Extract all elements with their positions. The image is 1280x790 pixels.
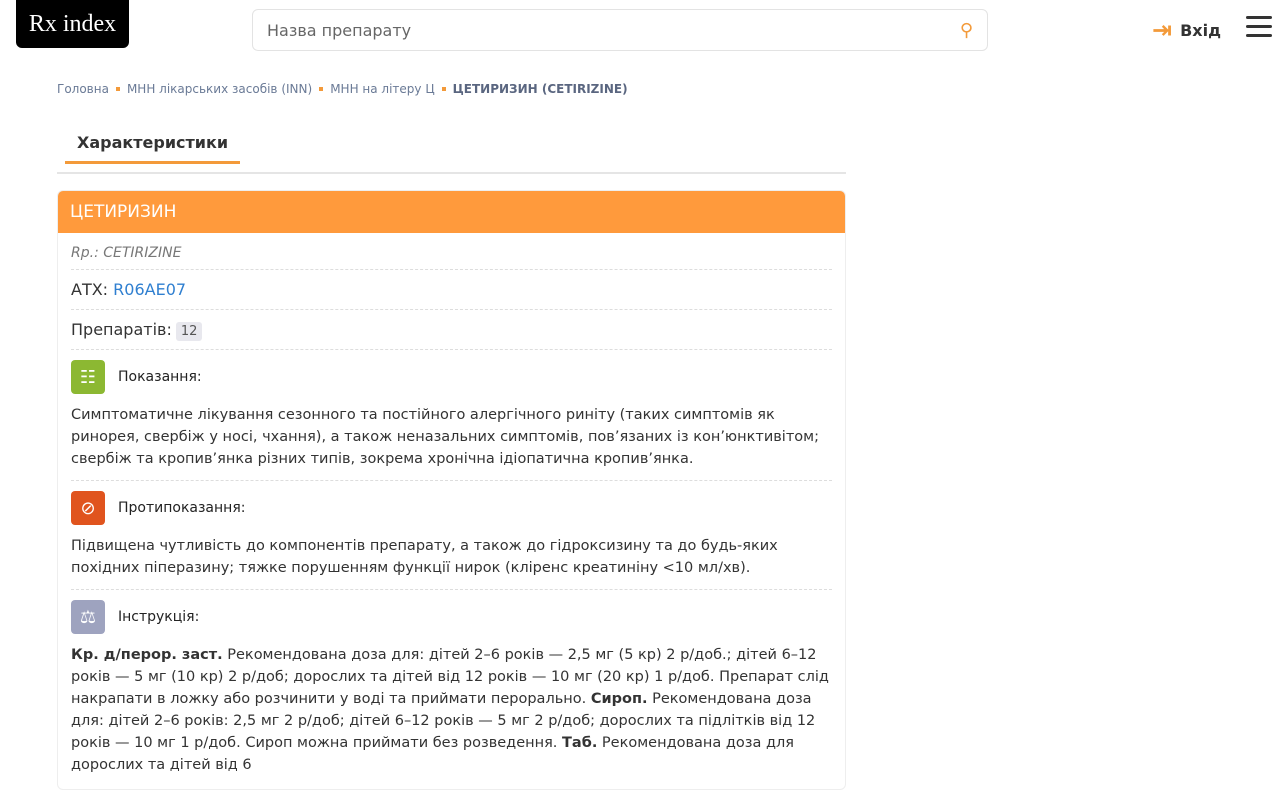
no-medicine-icon: ⊘ [71, 491, 105, 525]
atx-row [71, 270, 832, 310]
dosage-text: Рекомендована доза для: дітей 2–6 років — 2,5 мг (5 кр) 2 р/доб.; дітей 6–12 років — 5 мг (10 кр) 2 р/доб; дорослих та дітей від 12 років — 10 мг (20 кр) 1 р/доб. Препарат слід накрапати в ложку або розчинити у воді та приймати перорально. [71, 647, 829, 707]
login-icon: ⇥ [1152, 16, 1173, 44]
dosage-form-label: Таб. [562, 735, 598, 751]
dosage-text: Рекомендована доза для дорослих та дітей від 6 [71, 735, 794, 773]
dosage-form-label: Сироп. [590, 691, 648, 707]
breadcrumb-letter[interactable]: МНН на літеру Ц [330, 82, 435, 96]
card-title: ЦЕТИРИЗИН [58, 191, 845, 233]
scales-icon: ⚖ [71, 600, 105, 634]
breadcrumb-home[interactable]: Головна [57, 82, 109, 96]
atx-link[interactable]: R06AE07 [113, 280, 187, 299]
breadcrumb-inn[interactable]: МНН лікарських засобів (INN) [126, 82, 313, 96]
dosage-text: Рекомендована доза для: дітей 2–6 років: 2,5 мг 2 р/доб; дітей 6–12 років — 5 мг 2 р/доб; дорослих та підлітків від 12 років — 10 мг 1 р/доб. Сироп можна приймати без розведення. [71, 691, 816, 751]
tab-characteristics[interactable]: Характеристики [65, 128, 240, 164]
section-contraindications [71, 481, 832, 590]
section-text: Симптоматичне лікування сезонного та постійного алергічного риніту (таких симптомів як ринорея, свербіж у носі, чхання), а також неназальних симптомів, пов’язаних із кон’юнктивітом; свербіж та кропив’янка різних типів, зокрема хронічна ідіопатична кропив’янка. [71, 407, 819, 467]
search-icon[interactable]: ⚲ [959, 19, 973, 41]
logo[interactable] [16, 0, 129, 48]
logo-text: Rx index [28, 10, 117, 37]
tabs [57, 128, 846, 174]
menu-icon[interactable] [1246, 16, 1272, 43]
rp-name: Rp.: CETIRIZINE [71, 233, 832, 270]
breadcrumb [57, 82, 628, 96]
section-title: Інструкція: [118, 609, 200, 625]
drugs-label: Препаратів: [71, 320, 172, 339]
login-label: Вхід [1180, 20, 1222, 40]
drugs-count-badge[interactable]: 12 [176, 322, 203, 341]
section-instruction [71, 590, 832, 786]
search-input[interactable] [267, 21, 960, 40]
section-text [71, 644, 832, 776]
breadcrumb-current: ЦЕТИРИЗИН (CETIRIZINE) [452, 82, 628, 96]
section-text: Підвищена чутливість до компонентів препарату, а також до гідроксизину та до будь-яких похідних піперазину; тяжке порушенням функції нирок (кліренс креатиніну <10 мл/хв). [71, 538, 778, 576]
dosage-form-label: Кр. д/перор. заст. [71, 647, 223, 663]
section-title: Показання: [118, 369, 202, 385]
atx-label: АТХ: [71, 280, 109, 299]
search-box[interactable] [252, 9, 988, 51]
section-title: Протипоказання: [118, 500, 246, 516]
drug-card [57, 190, 846, 790]
drugs-row [71, 310, 832, 350]
login-button[interactable] [1152, 16, 1221, 44]
medicine-icon: ☷ [71, 360, 105, 394]
section-indications [71, 350, 832, 481]
